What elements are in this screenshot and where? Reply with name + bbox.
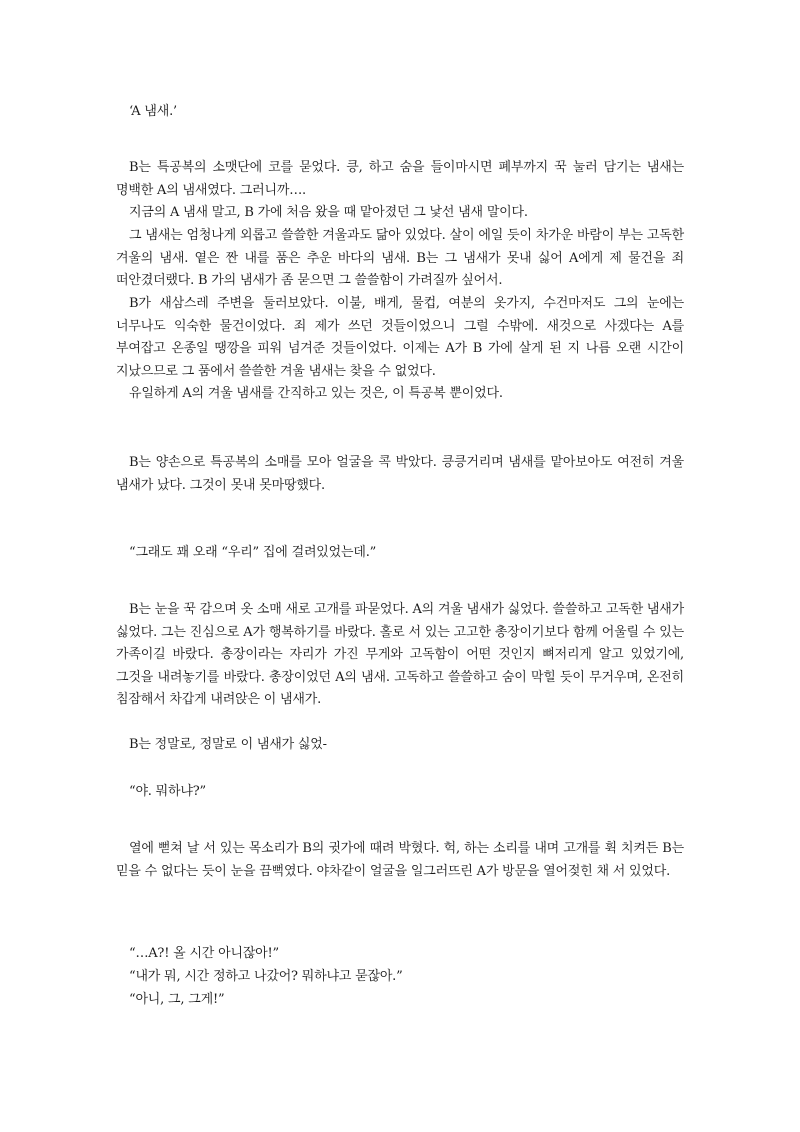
paragraph-1: ‘A 냄새.’ <box>129 104 177 119</box>
paragraph-8: “그래도 꽤 오래 “우리” 집에 걸려있었는데.” <box>129 545 377 560</box>
paragraph-6: 유일하게 A의 겨울 냄새를 간직하고 있는 것은, 이 특공복 뿐이었다. <box>129 386 503 401</box>
paragraph-2: B는 특공복의 소맷단에 코를 묻었다. 킁, 하고 숨을 들이마시면 폐부까지 꾹 눌러 담기는 냄새는 명백한 A의 냄새였다. 그러니까…. <box>116 160 684 198</box>
paragraph-15: “아니, 그, 그게!” <box>129 992 225 1007</box>
paragraph-5: B가 새삼스레 주변을 둘러보았다. 이불, 배게, 물컵, 여분의 옷가지, 수건마저도 그의 눈에는 너무나도 익숙한 물건이었다. 죄 제가 쓰던 것들이었으니 그럴 수밖에. 새것으로 사겠다는 A를 부여잡고 온종일 땡깡을 피워 넘겨준 것들이었다. 이제는 A가 B 가에 살게 된 지 나름 오랜 시간이 지났으므로 그 품에서 쓸쓸한 겨울 냄새는 찾을 수 없었다. <box>116 296 684 379</box>
paragraph-10: B는 정말로, 정말로 이 냄새가 싫었- <box>129 737 327 752</box>
paragraph-14: “내가 뭐, 시간 정하고 나갔어? 뭐하냐고 묻잖아.” <box>129 969 403 984</box>
paragraph-3: 지금의 A 냄새 말고, B 가에 처음 왔을 때 맡아졌던 그 낯선 냄새 말이다. <box>129 205 528 220</box>
paragraph-4: 그 냄새는 엄청나게 외롭고 쓸쓸한 겨울과도 닮아 있었다. 살이 에일 듯이 차가운 바람이 부는 고독한 겨울의 냄새. 옅은 짠 내를 품은 추운 바다의 냄새. B는 그 냄새가 못내 싫어 A에게 제 물건을 죄 떠안겼더랬다. B 가의 냄새가 좀 묻으면 그 쓸쓸함이 가려질까 싶어서. <box>116 228 684 288</box>
paragraph-9: B는 눈을 꾹 감으며 옷 소매 새로 고개를 파묻었다. A의 겨울 냄새가 싫었다. 쓸쓸하고 고독한 냄새가 싫었다. 그는 진심으로 A가 행복하기를 바랐다. 홀로 서 있는 고고한 총장이기보다 함께 어울릴 수 있는 가족이길 바랐다. 총장이라는 자리가 가진 무게와 고독함이 어떤 것인지 뼈저리게 알고 있었기에, 그것을 내려놓기를 바랐다. 총장이었던 A의 냄새. 고독하고 쓸쓸하고 숨이 막힐 듯이 무거우며, 온전히 침잠해서 차갑게 내려앉은 이 냄새가. <box>116 602 684 707</box>
paragraph-12: 열에 뻗쳐 날 서 있는 목소리가 B의 귓가에 때려 박혔다. 헉, 하는 소리를 내며 고개를 휙 치켜든 B는 믿을 수 없다는 듯이 눈을 끔뻑였다. 야차같이 얼굴을 일그러뜨린 A가 방문을 열어젖힌 채 서 있었다. <box>116 841 684 879</box>
paragraph-11: “야. 뭐하냐?” <box>129 784 206 799</box>
paragraph-7: B는 양손으로 특공복의 소매를 모아 얼굴을 콕 박았다. 킁킁거리며 냄새를 맡아보아도 여전히 겨울 냄새가 났다. 그것이 못내 못마땅했다. <box>116 455 684 493</box>
paragraph-13: “…A?! 올 시간 아니잖아!” <box>129 946 280 961</box>
